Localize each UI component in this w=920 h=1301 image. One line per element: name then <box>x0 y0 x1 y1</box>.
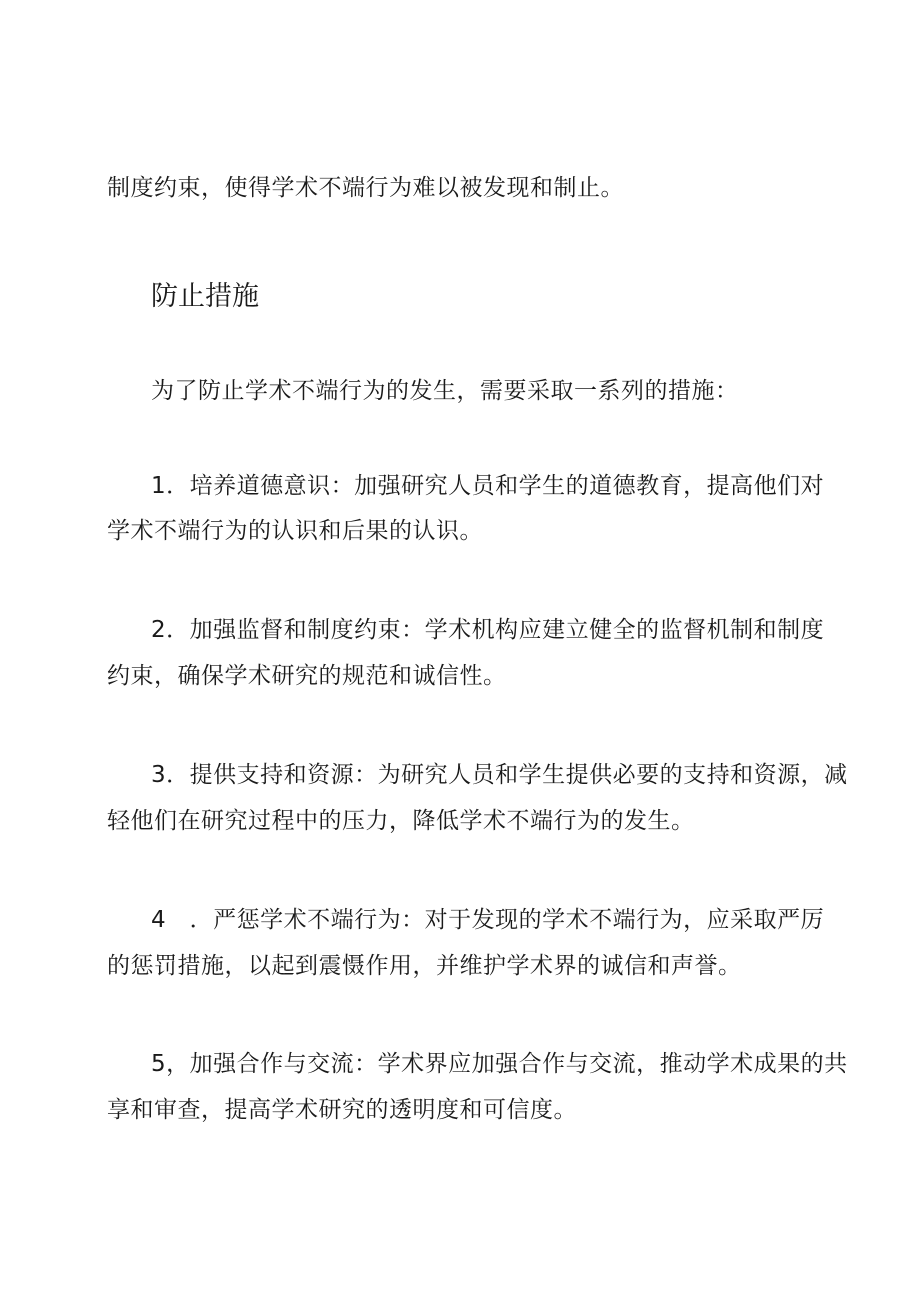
list-item-4-line-1: 4 ．严惩学术不端行为：对于发现的学术不端行为，应采取严厉 <box>151 907 825 933</box>
section-heading: 防止措施 <box>151 281 259 312</box>
list-item-2-line-1: 2．加强监督和制度约束：学术机构应建立健全的监督机制和制度 <box>151 617 825 643</box>
list-item-5-line-1: 5，加强合作与交流：学术界应加强合作与交流，推动学术成果的共 <box>151 1051 848 1077</box>
list-item-3-line-2: 轻他们在研究过程中的压力，降低学术不端行为的发生。 <box>107 808 695 834</box>
intro-paragraph: 为了防止学术不端行为的发生，需要采取一系列的措施： <box>151 378 739 404</box>
list-item-4-line-2: 的惩罚措施，以起到震慑作用，并维护学术界的诚信和声誉。 <box>107 953 742 979</box>
list-item-1-line-2: 学术不端行为的认识和后果的认识。 <box>107 518 483 544</box>
list-item-5-line-2: 享和审查，提高学术研究的透明度和可信度。 <box>107 1097 577 1123</box>
carryover-paragraph-line: 制度约束，使得学术不端行为难以被发现和制止。 <box>107 175 624 201</box>
list-item-3-line-1: 3．提供支持和资源：为研究人员和学生提供必要的支持和资源，减 <box>151 762 848 788</box>
list-item-2-line-2: 约束，确保学术研究的规范和诚信性。 <box>107 663 507 689</box>
list-item-1-line-1: 1．培养道德意识：加强研究人员和学生的道德教育，提高他们对 <box>151 473 825 499</box>
